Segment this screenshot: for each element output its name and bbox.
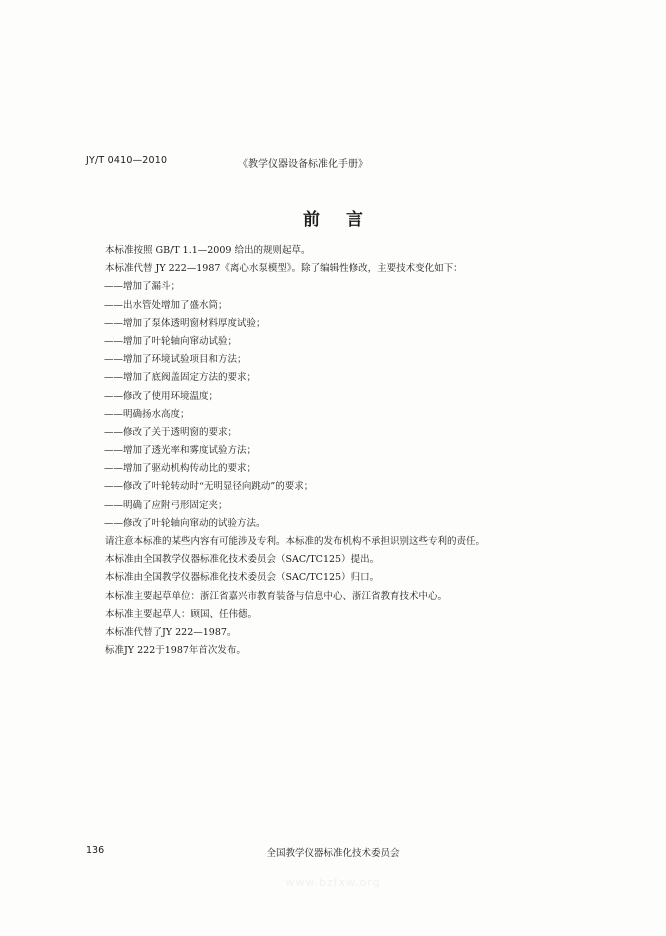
page-number: 136 [86, 845, 105, 856]
paragraph-managed-by: 本标准由全国教学仪器标准化技术委员会（SAC/TC125）归口。 [105, 572, 380, 584]
list-item: ——增加了漏斗； [104, 281, 181, 293]
paragraph-drafting-units: 本标准主要起草单位：浙江省嘉兴市教育装备与信息中心、浙江省教育技术中心。 [105, 590, 448, 602]
list-item: ——增加了环境试验项目和方法； [104, 354, 247, 366]
list-item: ——修改了使用环境温度； [104, 390, 219, 402]
list-item: ——明确扬水高度； [104, 408, 190, 420]
paragraph-replaces: 本标准代替 JY 222—1987《离心水泵模型》。除了编辑性修改，主要技术变化如下： [105, 263, 463, 275]
standard-code: JY/T 0410—2010 [86, 155, 168, 166]
footer-organization: 全国教学仪器标准化技术委员会 [266, 848, 400, 859]
list-item: ——修改了叶轮转动时“无明显径向跳动”的要求； [104, 481, 314, 493]
list-item: ——修改了关于透明窗的要求； [104, 426, 238, 438]
watermark-text: www.bzfxw.org [285, 876, 381, 889]
handbook-title: 《教学仪器设备标准化手册》 [238, 159, 368, 170]
list-item: ——增加了透光率和雾度试验方法； [104, 445, 257, 457]
page-title: 前言 [303, 210, 389, 230]
list-item: ——修改了叶轮轴向窜动的试验方法。 [104, 517, 266, 529]
list-item: ——增加了泵体透明窗材料厚度试验； [104, 317, 266, 329]
list-item: ——增加了底阀盖固定方法的要求； [104, 372, 257, 384]
list-item: ——明确了应附弓形固定夹； [104, 499, 228, 511]
foreword-body [105, 242, 575, 660]
paragraph-patent-notice: 请注意本标准的某些内容有可能涉及专利。本标准的发布机构不承担识别这些专利的责任。 [105, 536, 486, 547]
list-item: ——增加了叶轮轴向窜动试验； [104, 335, 238, 347]
paragraph-drafters: 本标准主要起草人：顾国、任伟德。 [105, 608, 258, 620]
paragraph-supersedes: 本标准代替了JY 222—1987。 [105, 626, 237, 638]
paragraph-first-issued: 标准JY 222于1987年首次发布。 [105, 645, 246, 657]
list-item: ——出水管处增加了盛水筒； [104, 299, 228, 311]
paragraph-drafting-rules: 本标准按照 GB/T 1.1—2009 给出的规则起草。 [105, 245, 311, 256]
list-item: ——增加了驱动机构传动比的要求； [104, 463, 257, 475]
paragraph-proposed-by: 本标准由全国教学仪器标准化技术委员会（SAC/TC125）提出。 [105, 554, 380, 566]
